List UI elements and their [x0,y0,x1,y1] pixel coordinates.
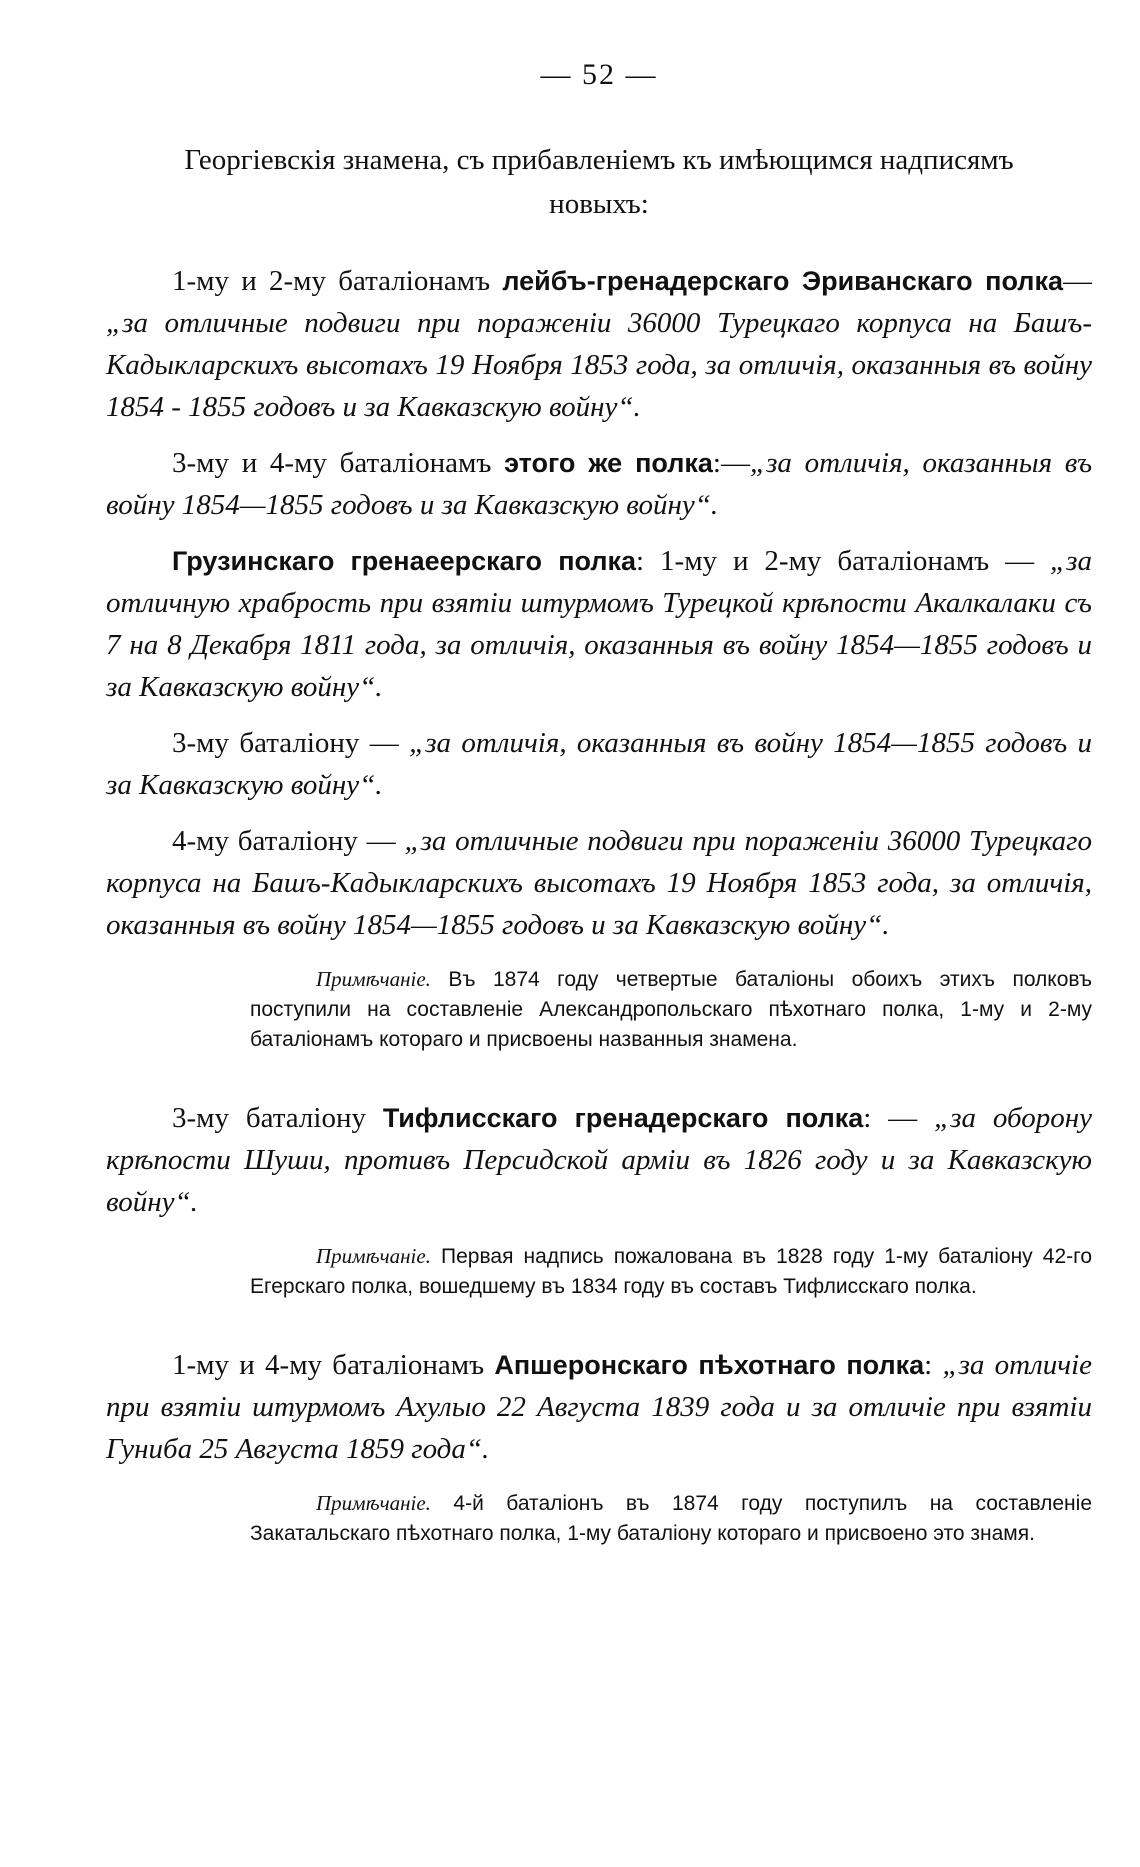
section-georgian-1-2 [106,540,1092,708]
inscription-quote: „за отличные подвиги при пораженіи 36000 Турецкаго корпуса на Башъ-Кадыкларскихъ высотахъ 19 Ноября 1853 года, за отличія, оказанныя въ войну 1854 - 1855 годовъ и за Кавказскую войну“. [106,307,1092,423]
inscription-quote: „за отличную храбрость при взятіи штурмомъ Турецкой крѣпости Акалкалаки съ 7 на 8 Декабря 1811 года, за отличія, оказанныя въ войну 1854—1855 годовъ и за Кавказскую войну“. [106,545,1092,703]
section-lead: 3-му баталіону — [172,727,410,759]
page-number: — 52 — [540,58,658,91]
section-dash: : [924,1349,943,1381]
section-apsheron-1-4 [106,1344,1092,1470]
inscription-quote: „за отличія, оказанныя въ войну 1854—1855 годовъ и за Кавказскую войну“. [106,727,1092,801]
section-lead: 4-му баталіону — [172,825,405,857]
unit-name: Грузинскаго гренаеерскаго полка [172,546,637,576]
note-label: Примѣчаніе. [316,1491,431,1515]
section-georgian-3 [106,722,1092,806]
section-erivan-3-4 [106,442,1092,526]
section-lead: 1-му и 2-му баталіонамъ [172,265,491,297]
section-lead: 1-му и 4-му баталіонамъ [172,1349,485,1381]
document-page [106,58,1092,1549]
inscription-quote: „за отличіе при взятіи штурмомъ Ахулыо 22 Августа 1839 года и за отличіе при взятіи Гуниба 25 Августа 1859 года“. [106,1349,1093,1465]
unit-name: Апшеронскаго пѣхотнаго полка [494,1350,925,1380]
note-text: Первая надпись пожалована въ 1828 году 1-му баталіону 42-го Егерскаго полка, вошедшему въ 1834 году въ составъ Тифлисскаго полка. [250,1245,1092,1298]
section-georgian-4 [106,820,1092,946]
inscription-quote: „за оборону крѣпости Шуши, противъ Персидской арміи въ 1826 году и за Кавказскую войну“. [106,1102,1092,1218]
section-dash: : — [863,1102,935,1134]
section-dash: — [1063,265,1092,297]
inscription-quote: „за отличные подвиги при пораженіи 36000 Турецкаго корпуса на Башъ-Кадыкларскихъ высотахъ 19 Ноября 1853 года, за отличія, оказанныя въ войну 1854—1855 годовъ и за Кавказскую войну“. [106,825,1092,941]
note-label: Примѣчаніе. [316,967,431,991]
section-erivan-1-2 [106,260,1092,428]
section-lead: : 1-му и 2-му баталіонамъ — [636,545,1051,577]
section-dash: :— [712,447,750,479]
footnote-1874-zakatal [106,1488,1092,1549]
unit-name: лейбъ-гренадерскаго Эриванскаго полка [502,266,1063,296]
footnote-1828-jaeger [106,1241,1092,1302]
section-lead: 3-му баталіону [172,1102,366,1134]
section-tiflis-3 [106,1097,1092,1223]
page-heading: Георгіевскія знамена, съ прибавленіемъ къ имѣющимся надписямъ новыхъ: [184,144,1014,220]
note-text: 4-й баталіонъ въ 1874 году поступилъ на составленіе Закатальскаго пѣхотнаго полка, 1-му баталіону котораго и присвоено это знамя. [250,1492,1092,1545]
inscription-quote: „за отличія, оказанныя въ войну 1854—1855 годовъ и за Кавказскую войну“. [106,447,1092,521]
unit-name: Тифлисскаго гренадерскаго полка [382,1103,864,1133]
section-lead: 3-му и 4-му баталіонамъ [172,447,492,479]
note-label: Примѣчаніе. [316,1244,431,1268]
footnote-1874-alexandropol [106,964,1092,1055]
note-text: Въ 1874 году четвертые баталіоны обоихъ этихъ полковъ поступили на составленіе Александропольскаго пѣхотнаго полка, 1-му и 2-му баталіонамъ котораго и присвоены названныя знамена. [250,968,1092,1051]
unit-name: этого же полка [504,448,713,478]
spacer [106,1055,1092,1097]
spacer [106,1302,1092,1344]
